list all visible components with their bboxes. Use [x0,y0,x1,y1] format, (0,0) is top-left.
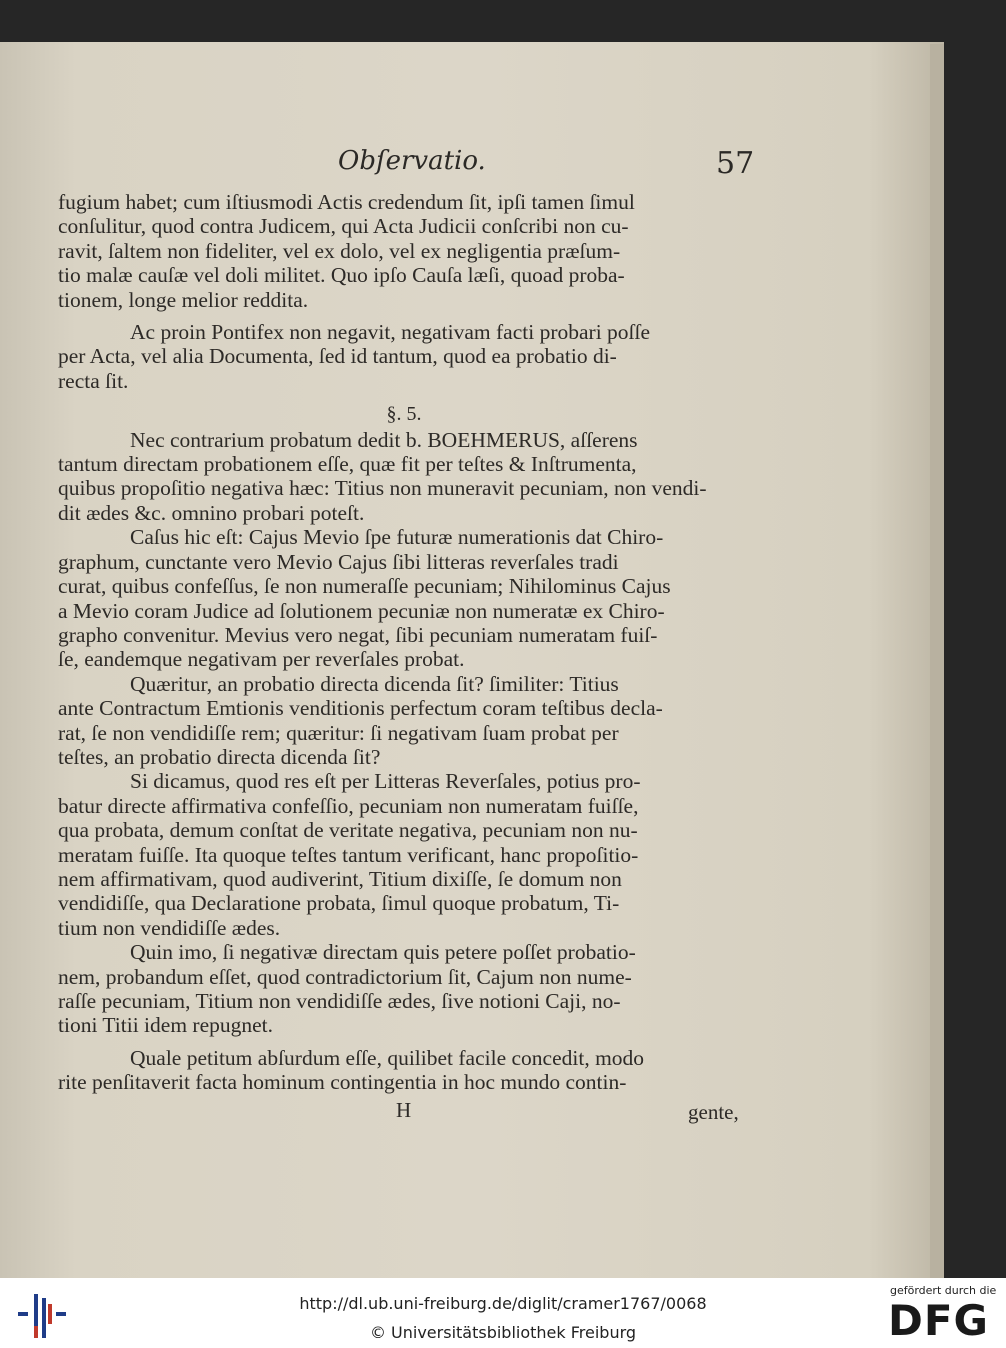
text-line: raſſe pecuniam, Titium non vendidiſſe ædes, ſive notioni Caji, no- [58,989,621,1013]
text-line: Caſus hic eſt: Cajus Mevio ſpe futuræ numerationis dat Chiro- [130,525,664,550]
text-line: teſtes, an probatio directa dicenda ſit? [58,744,381,769]
text-line: tantum directam probationem eſſe, quæ fit per teſtes & Inſtrumenta, [58,452,637,477]
text-line: dit ædes &c. omnino probari poteſt. [58,500,365,525]
dfg-logo: DFG [888,1296,990,1345]
running-head: Obſervatio. [338,146,486,176]
text-line: Si dicamus, quod res eſt per Litteras Reverſales, potius pro- [130,769,641,794]
paragraph-gap [58,1038,750,1046]
text-line: Quale petitum abſurdum eſſe, quilibet facile concedit, modo [130,1045,645,1070]
text-line: vendidiſſe, qua Declaratione probata, ſimul quoque probatum, Ti- [58,891,620,916]
text-line: recta ſit. [58,368,129,393]
permalink-url[interactable]: http://dl.ub.uni-freiburg.de/diglit/cramer1767/0068 [299,1294,707,1313]
text-line: meratam fuiſſe. Ita quoque teſtes tantum verificant, hanc propoſitio- [58,842,639,867]
section-heading: §. 5. [386,403,422,426]
text-line: qua probata, demum conſtat de veritate negativa, pecuniam non nu- [58,818,638,843]
text-line: a Mevio coram Judice ad ſolutionem pecuniæ non numeratæ ex Chiro- [58,598,665,623]
paragraph-gap [58,312,750,320]
copyright-notice: © Universitätsbibliothek Freiburg [369,1323,637,1342]
text-line: grapho convenitur. Mevius vero negat, ſibi pecuniam numeratam fuiſ- [58,622,658,647]
text-line: rat, ſe non vendidiſſe rem; quæritur: ſi negativam ſuam probat per [58,720,619,745]
text-line: batur directe affirmativa confeſſio, pecuniam non numeratam fuiſſe, [58,793,639,818]
text-line: nem, probandum eſſet, quod contradictorium ſit, Cajum non nume- [58,964,632,989]
text-line: ante Contractum Emtionis venditionis perfectum coram teſtibus decla- [58,696,663,721]
text-line: tio malæ cauſæ vel doli militet. Quo ipſo Cauſa læſi, quoad proba- [58,263,625,288]
text-line: fugium habet; cum iſtiusmodi Actis credendum ſit, ipſi tamen ſimul [58,190,635,214]
text-line: tium non vendidiſſe ædes. [58,915,281,940]
text-line: ravit, ſaltem non fideliter, vel ex dolo, vel ex negligentia præſum- [58,238,621,263]
text-line: Nec contrarium probatum dedit b. BOEHMERUS, aſſerens [130,427,638,452]
text-line: Ac proin Pontifex non negavit, negativam facti probari poſſe [130,320,651,345]
text-line: rite penſitaverit facta hominum contingentia in hoc mundo contin- [58,1070,627,1095]
text-line: ſe, eandemque negativam per reverſales probat. [58,647,465,672]
page-number: 57 [716,146,755,181]
dfg-caption: gefördert durch die [890,1284,997,1297]
text-line: graphum, cunctante vero Mevio Cajus ſibi litteras reverſales tradi [58,549,619,574]
signature-mark: H [396,1098,412,1122]
text-line: tionem, longe melior reddita. [58,287,309,312]
text-line: curat, quibus confeſſus, ſe non numeraſſe pecuniam; Nihilominus Cajus [58,574,671,599]
text-line: nem affirmativam, quod audiverint, Titium dixiſſe, ſe domum non [58,866,622,891]
text-line: Quin imo, ſi negativæ directam quis petere poſſet probatio- [130,940,636,965]
text-line: Quæritur, an probatio directa dicenda ſit? ſimiliter: Titius [130,671,619,696]
text-line: quibus propoſitio negativa hæc: Titius non muneravit pecuniam, non vendi- [58,476,707,501]
text-line: conſulitur, quod contra Judicem, qui Acta Judicii conſcribi non cu- [58,214,629,239]
text-line: per Acta, vel alia Documenta, ſed id tantum, quod ea probatio di- [58,344,617,369]
text-line: tioni Titii idem repugnet. [58,1013,274,1038]
page-edge [930,44,944,1278]
catchword: gente, [688,1100,739,1124]
body-text [58,190,750,1095]
